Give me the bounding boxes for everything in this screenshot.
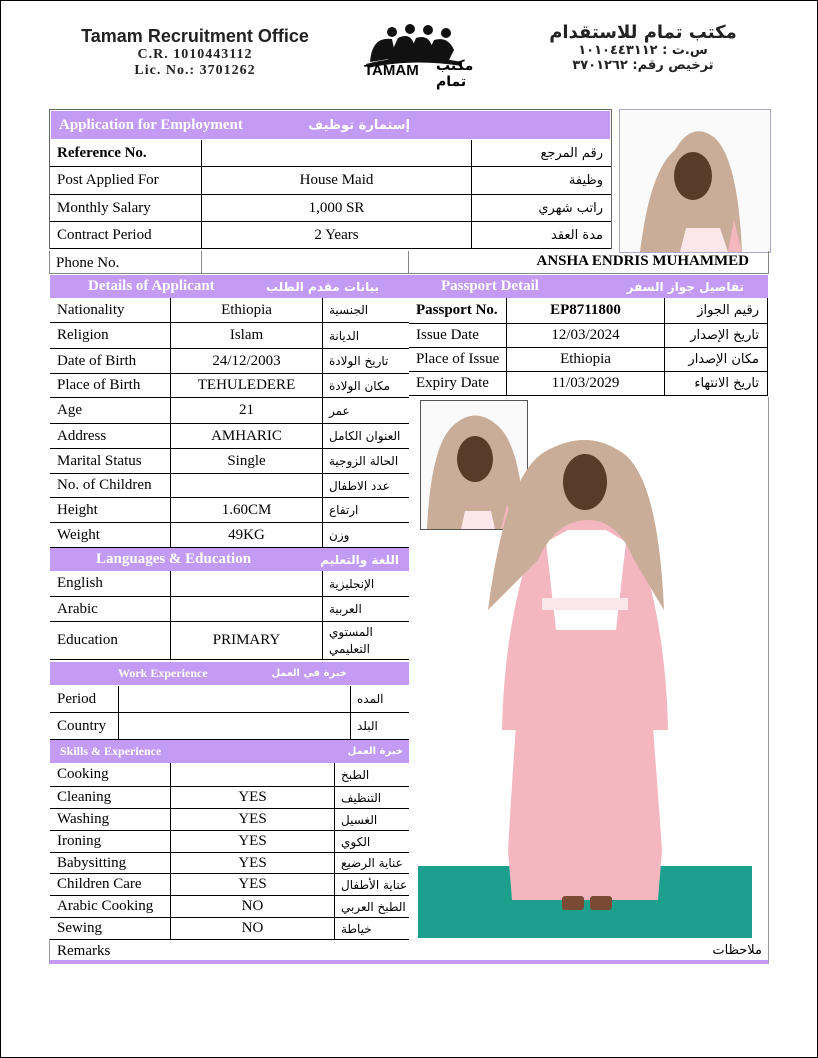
application-row-post-applied-for xyxy=(50,167,611,195)
skills-row-babysitting xyxy=(50,853,409,874)
skills-title-ar: خبرة العمل xyxy=(347,746,403,757)
skills-row-arabic-cooking xyxy=(50,896,409,918)
passport-expiry-date-label-ar: تاريخ الانتهاء xyxy=(664,372,767,395)
application-post-applied-for-label-ar: وظيفة xyxy=(471,167,611,194)
application-reference-no-label-ar: رقم المرجع xyxy=(471,140,611,166)
education-row xyxy=(50,622,409,660)
details-place-of-birth-label-ar: مكان الولادة xyxy=(322,374,409,397)
details-place-of-birth-value: TEHULEDERE xyxy=(170,374,322,397)
skills-cleaning-label: Cleaning xyxy=(57,789,112,805)
application-reference-no-label: Reference No. xyxy=(57,144,147,161)
application-row-contract-period xyxy=(50,222,611,249)
details-religion-value: Islam xyxy=(170,323,322,348)
passport-row-place-of-issue xyxy=(409,348,768,372)
phone-value-cell xyxy=(201,251,409,274)
work-title-en: Work Experience xyxy=(118,666,208,680)
skills-cooking-label-ar: الطبخ xyxy=(334,763,409,786)
passport-issue-date-label: Issue Date xyxy=(416,327,479,343)
office-name-en: Tamam Recruitment Office xyxy=(81,26,309,46)
portrait-photo-icon xyxy=(620,110,770,252)
skills-arabic-cooking-label-ar: الطبخ العربي xyxy=(334,896,409,917)
applicant-portrait-top xyxy=(619,109,771,253)
details-row-address xyxy=(50,424,409,449)
skills-ironing-label-ar: الكوي xyxy=(334,831,409,852)
office-lic-ar: ترخيص رقم: ٣٧٠١٢٦٢ xyxy=(572,58,714,73)
details-no-of-children-label: No. of Children xyxy=(57,477,152,493)
details-marital-status-label: Marital Status xyxy=(57,452,142,469)
passport-passport-no-label-ar: رقيم الجواز xyxy=(664,298,767,323)
application-post-applied-for-label: Post Applied For xyxy=(57,172,159,188)
application-row-monthly-salary xyxy=(50,195,611,222)
languages-english-label-ar: الإنجليزية xyxy=(322,571,409,596)
passport-title-en: Passport Detail xyxy=(441,278,539,294)
skills-cleaning-label-ar: التنظيف xyxy=(334,787,409,808)
work-country-label: Country xyxy=(57,717,107,734)
passport-title-ar: تفاصيل جواز السفر xyxy=(626,279,744,294)
remarks-label-ar: ملاحظات xyxy=(712,943,762,958)
application-contract-period-value: 2 Years xyxy=(201,222,471,248)
skills-washing-label: Washing xyxy=(57,811,110,827)
details-height-label: Height xyxy=(57,501,98,518)
languages-title-ar: اللغة والتعليم xyxy=(320,552,399,567)
skills-babysitting-label-ar: عناية الرضيع xyxy=(334,853,409,873)
details-row-weight xyxy=(50,523,409,548)
passport-passport-no-value: EP8711800 xyxy=(506,298,665,323)
passport-passport-no-label: Passport No. xyxy=(416,302,498,318)
languages-header xyxy=(50,548,409,571)
logo-text-ar: مكتب تمام xyxy=(436,58,474,90)
passport-place-of-issue-value: Ethiopia xyxy=(506,348,665,371)
languages-row-arabic xyxy=(50,597,409,622)
details-row-height xyxy=(50,498,409,523)
languages-row-english xyxy=(50,571,409,597)
languages-arabic-label-ar: العربية xyxy=(322,597,409,621)
letterhead-left xyxy=(80,26,310,79)
languages-english-label: English xyxy=(57,575,103,591)
details-height-value: 1.60CM xyxy=(170,498,322,522)
details-marital-status-value: Single xyxy=(170,449,322,473)
details-nationality-label: Nationality xyxy=(57,301,125,318)
details-row-marital-status xyxy=(50,449,409,474)
office-name-ar: مكتب تمام للاستقدام xyxy=(549,22,737,43)
skills-babysitting-value: YES xyxy=(170,853,334,873)
skills-cooking-value xyxy=(170,763,334,786)
details-religion-label-ar: الديانة xyxy=(322,323,409,348)
passport-row-expiry-date xyxy=(409,372,768,396)
details-title-ar: بيانات مقدم الطلب xyxy=(265,279,379,294)
passport-row-passport-no xyxy=(409,298,768,324)
application-row-reference-no xyxy=(50,140,611,167)
skills-sewing-value: NO xyxy=(170,918,334,939)
details-date-of-birth-label: Date of Birth xyxy=(57,352,137,369)
work-country-value xyxy=(118,713,350,739)
logo-text: TAMAM xyxy=(364,62,419,79)
work-period-label: Period xyxy=(57,690,97,707)
skills-header xyxy=(50,740,409,763)
details-date-of-birth-value: 24/12/2003 xyxy=(170,349,322,373)
languages-title-en: Languages & Education xyxy=(96,551,252,567)
application-monthly-salary-label: Monthly Salary xyxy=(57,199,151,216)
work-row-country xyxy=(50,713,409,740)
skills-cleaning-value: YES xyxy=(170,787,334,808)
passport-issue-date-value: 12/03/2024 xyxy=(506,324,665,347)
education-label-ar xyxy=(322,622,409,659)
skills-ironing-label: Ironing xyxy=(57,833,102,849)
skills-row-children-care xyxy=(50,874,409,896)
details-row-nationality xyxy=(50,298,409,323)
details-age-label-ar: عمر xyxy=(322,398,409,423)
office-cr-en: C.R. 1010443112 xyxy=(137,47,253,62)
application-header xyxy=(51,111,610,139)
details-row-place-of-birth xyxy=(50,374,409,398)
languages-arabic-label: Arabic xyxy=(57,600,98,617)
work-country-label-ar: البلد xyxy=(350,713,409,739)
skills-cooking-label: Cooking xyxy=(57,766,109,782)
education-label: Education xyxy=(57,632,118,648)
details-no-of-children-label-ar: عدد الاطفال xyxy=(322,474,409,497)
office-lic-en: Lic. No.: 3701262 xyxy=(134,63,256,78)
work-title-ar: خبرة في العمل xyxy=(271,668,347,679)
passport-place-of-issue-label: Place of Issue xyxy=(416,351,500,367)
application-contract-period-label: Contract Period xyxy=(57,226,152,243)
skills-washing-label-ar: الغسيل xyxy=(334,809,409,830)
skills-babysitting-label: Babysitting xyxy=(57,854,127,871)
skills-children-care-label-ar: عناية الأطفال xyxy=(334,874,409,895)
details-religion-label: Religion xyxy=(57,327,109,343)
fullbody-photo-icon xyxy=(418,430,752,938)
office-cr-ar: س.ت : ١٠١٠٤٤٣١١٢ xyxy=(578,43,708,58)
skills-sewing-label-ar: خياطة xyxy=(334,918,409,939)
passport-header xyxy=(409,275,768,298)
application-post-applied-for-value: House Maid xyxy=(201,167,471,194)
details-address-label: Address xyxy=(57,427,107,444)
letterhead-right xyxy=(536,22,750,73)
details-header xyxy=(50,275,409,298)
skills-row-ironing xyxy=(50,831,409,853)
skills-title-en: Skills & Experience xyxy=(60,744,162,758)
details-row-age xyxy=(50,398,409,424)
application-reference-no-value xyxy=(201,140,471,166)
passport-expiry-date-label: Expiry Date xyxy=(416,375,489,391)
work-header xyxy=(50,662,409,685)
skills-row-cleaning xyxy=(50,787,409,809)
skills-arabic-cooking-label: Arabic Cooking xyxy=(57,898,154,914)
details-age-label: Age xyxy=(57,402,82,418)
details-row-no-of-children xyxy=(50,474,409,498)
application-monthly-salary-label-ar: راتب شهري xyxy=(471,195,611,221)
details-age-value: 21 xyxy=(170,398,322,423)
details-weight-value: 49KG xyxy=(170,523,322,547)
details-marital-status-label-ar: الحالة الزوجية xyxy=(322,449,409,473)
languages-english-value xyxy=(170,571,322,596)
details-address-label-ar: العنوان الكامل xyxy=(322,424,409,448)
skills-row-sewing xyxy=(50,918,409,940)
education-ar-line-2: التعليمي xyxy=(329,641,370,656)
work-row-period xyxy=(50,686,409,713)
work-period-value xyxy=(118,686,350,712)
details-no-of-children-value xyxy=(170,474,322,497)
skills-children-care-value: YES xyxy=(170,874,334,895)
education-value: PRIMARY xyxy=(170,622,322,659)
passport-row-issue-date xyxy=(409,324,768,348)
office-logo xyxy=(362,22,484,90)
application-contract-period-label-ar: مدة العقد xyxy=(471,222,611,248)
details-address-value: AMHARIC xyxy=(170,424,322,448)
details-height-label-ar: ارتفاع xyxy=(322,498,409,522)
details-nationality-value: Ethiopia xyxy=(170,298,322,322)
details-weight-label: Weight xyxy=(57,526,100,543)
languages-arabic-value xyxy=(170,597,322,621)
passport-expiry-date-value: 11/03/2029 xyxy=(506,372,665,395)
skills-ironing-value: YES xyxy=(170,831,334,852)
details-row-religion xyxy=(50,323,409,349)
phone-label: Phone No. xyxy=(56,255,120,271)
education-ar-line-1: المستوي xyxy=(329,624,373,639)
passport-place-of-issue-label-ar: مكان الإصدار xyxy=(664,348,767,371)
details-nationality-label-ar: الجنسية xyxy=(322,298,409,322)
details-row-date-of-birth xyxy=(50,349,409,374)
skills-children-care-label: Children Care xyxy=(57,876,142,892)
details-title-en: Details of Applicant xyxy=(88,278,215,294)
applicant-fullbody-photo xyxy=(418,430,752,938)
skills-arabic-cooking-value: NO xyxy=(170,896,334,917)
skills-washing-value: YES xyxy=(170,809,334,830)
skills-sewing-label: Sewing xyxy=(57,920,102,936)
passport-issue-date-label-ar: تاريخ الإصدار xyxy=(664,324,767,347)
skills-row-washing xyxy=(50,809,409,831)
details-place-of-birth-label: Place of Birth xyxy=(57,377,141,393)
work-period-label-ar: المده xyxy=(350,686,409,712)
skills-row-cooking xyxy=(50,763,409,787)
application-monthly-salary-value: 1,000 SR xyxy=(201,195,471,221)
details-date-of-birth-label-ar: تاريخ الولادة xyxy=(322,349,409,373)
application-title-ar: إستمارة توظيف xyxy=(308,117,410,133)
details-weight-label-ar: وزن xyxy=(322,523,409,547)
application-title-en: Application for Employment xyxy=(59,116,243,133)
applicant-name: ANSHA ENDRIS MUHAMMED xyxy=(536,253,749,269)
remarks-label: Remarks xyxy=(57,943,111,959)
